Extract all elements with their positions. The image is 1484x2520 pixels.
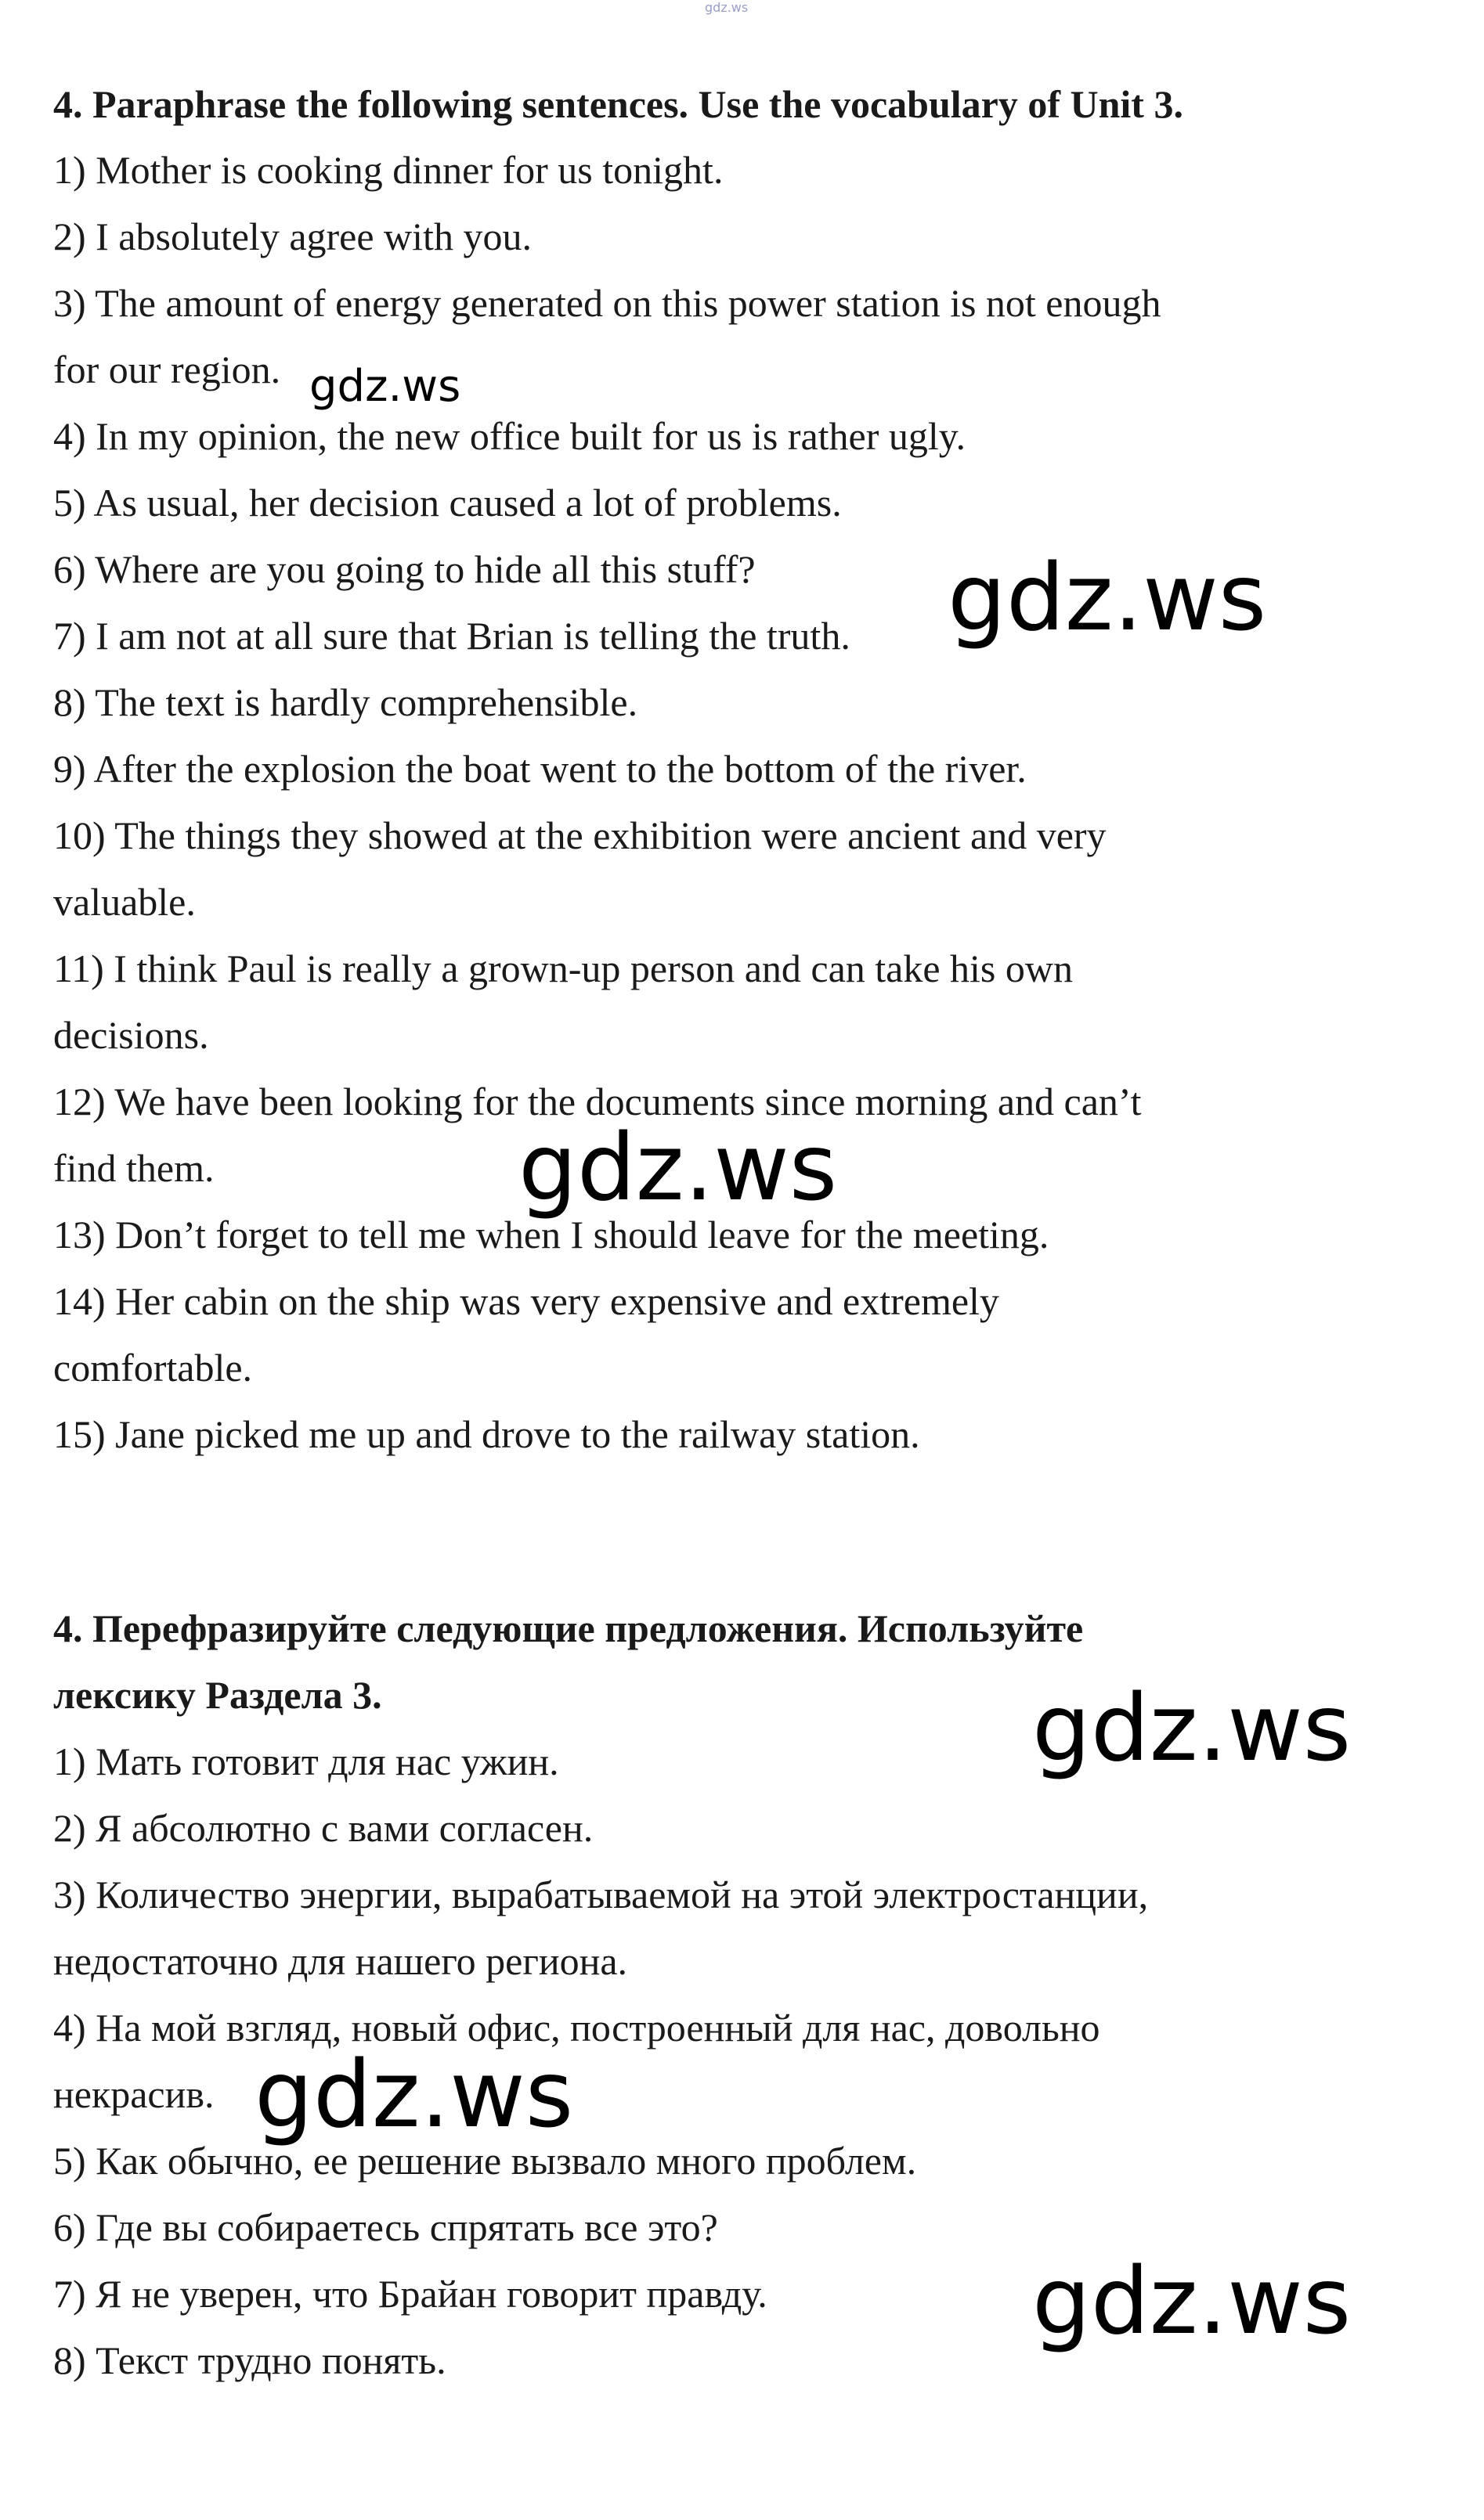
russian-line: 3) Количество энергии, вырабатываемой на этой электростанции, — [53, 1873, 1149, 1916]
watermark-small: gdz.ws — [309, 361, 461, 412]
russian-line: 4) На мой взгляд, новый офис, построенный для нас, довольно — [53, 2006, 1100, 2050]
watermark-large: gdz.ws — [518, 1113, 838, 1221]
watermark-top: gdz.ws — [705, 0, 749, 15]
english-line: valuable. — [53, 880, 196, 924]
english-line: 10) The things they showed at the exhibition were ancient and very — [53, 813, 1107, 857]
english-line: 1) Mother is cooking dinner for us tonight. — [53, 148, 724, 192]
russian-line: недостаточно для нашего региона. — [53, 1939, 628, 1983]
russian-line: 2) Я абсолютно с вами согласен. — [53, 1806, 594, 1850]
russian-line: 8) Текст трудно понять. — [53, 2338, 446, 2382]
english-line: 14) Her cabin on the ship was very expensive and extremely — [53, 1279, 999, 1323]
english-line: for our region. — [53, 348, 281, 391]
watermark-large: gdz.ws — [1032, 1674, 1352, 1782]
watermark-large: gdz.ws — [255, 2040, 574, 2148]
english-line: 11) I think Paul is really a grown-up person and can take his own — [53, 946, 1074, 990]
english-line: 4) In my opinion, the new office built for us is rather ugly. — [53, 414, 966, 458]
russian-heading: 4. Перефразируйте следующие предложения. Используйте — [53, 1606, 1084, 1650]
russian-line: 1) Мать готовит для нас ужин. — [53, 1739, 559, 1783]
russian-line: 7) Я не уверен, что Брайан говорит правду. — [53, 2272, 767, 2316]
english-line: 2) I absolutely agree with you. — [53, 215, 532, 258]
english-line: 3) The amount of energy generated on this power station is not enough — [53, 281, 1161, 325]
watermark-large: gdz.ws — [1032, 2247, 1352, 2355]
english-line: decisions. — [53, 1013, 209, 1057]
watermark-large: gdz.ws — [948, 543, 1267, 651]
russian-line: 6) Где вы собираетесь спрятать все это? — [53, 2205, 718, 2249]
english-line: comfortable. — [53, 1346, 253, 1390]
english-line: 12) We have been looking for the documents since morning and can’t — [53, 1080, 1142, 1123]
english-line: 13) Don’t forget to tell me when I should leave for the meeting. — [53, 1213, 1049, 1256]
english-line: 15) Jane picked me up and drove to the railway station. — [53, 1412, 920, 1456]
english-line: find them. — [53, 1146, 215, 1190]
english-heading: 4. Paraphrase the following sentences. Use the vocabulary of Unit 3. — [53, 82, 1183, 126]
russian-line: некрасив. — [53, 2072, 215, 2116]
english-line: 7) I am not at all sure that Brian is telling the truth. — [53, 614, 850, 658]
english-line: 5) As usual, her decision caused a lot of problems. — [53, 481, 842, 525]
russian-heading: лексику Раздела 3. — [53, 1673, 382, 1717]
english-line: 9) After the explosion the boat went to the bottom of the river. — [53, 747, 1027, 791]
russian-line: 5) Как обычно, ее решение вызвало много проблем. — [53, 2139, 917, 2183]
english-line: 6) Where are you going to hide all this stuff? — [53, 547, 756, 591]
english-line: 8) The text is hardly comprehensible. — [53, 680, 638, 724]
